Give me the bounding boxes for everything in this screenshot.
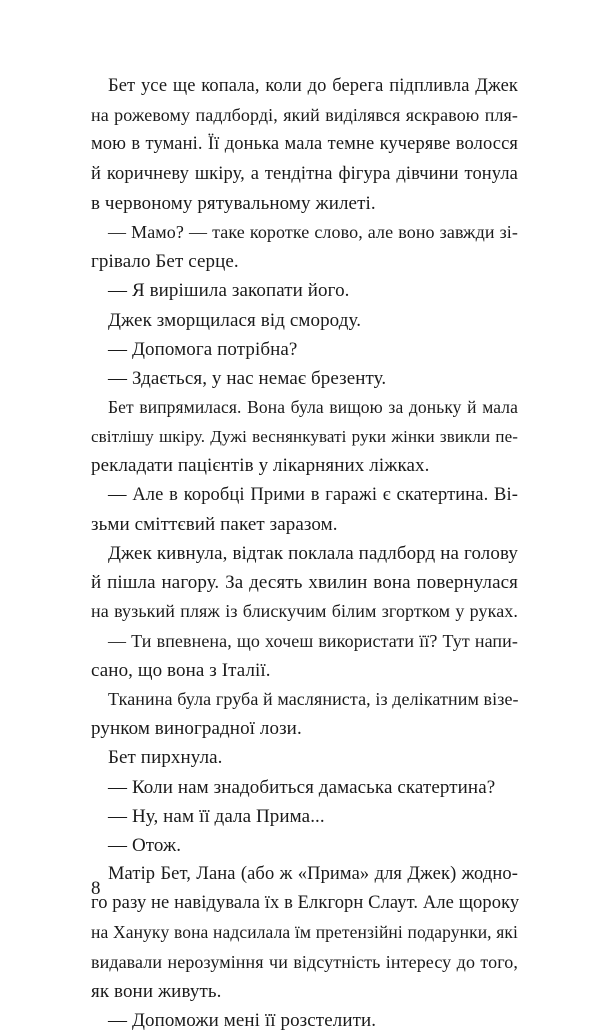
- text-line: Бет пирхнула.: [108, 747, 223, 769]
- text-line: Матір Бет, Лана (або ж «Прима» для Джек) жодно-: [108, 864, 518, 885]
- text-line: — Здається, у нас немає брезенту.: [108, 367, 387, 389]
- text-line: — Ти впевнена, що хочеш використати її? Тут напи-: [108, 630, 518, 651]
- body-text: [91, 72, 518, 1035]
- text-line: — Мамо? — таке коротке слово, але воно завжди зі-: [108, 221, 518, 242]
- text-line: — Коли нам знадобиться дамаська скатертина?: [108, 776, 496, 798]
- text-line: го разу не навідувала їх в Елкгорн Слаут. Але щороку: [91, 893, 520, 914]
- text-line: — Отож.: [108, 834, 182, 856]
- text-line: й пішла нагору. За десять хвилин вона повернулася: [91, 572, 518, 594]
- text-line: як вони живуть.: [91, 980, 222, 1002]
- text-line: на рожевому падлборді, який виділявся яскравою пля-: [91, 105, 518, 126]
- text-line: на вузький пляж із блискучим білим згортком у руках.: [91, 601, 518, 622]
- text-line: на Ханукy вона надсилала їм претензійні подарунки, які: [91, 922, 518, 943]
- text-line: сано, що вона з Італії.: [91, 659, 271, 681]
- text-line: — Допоможи мені її розстелити.: [108, 1010, 377, 1031]
- text-line: рекладати пацієнтів у лікарняних ліжках.: [91, 455, 430, 477]
- text-line: зьми сміттєвий пакет заразом.: [91, 513, 338, 535]
- text-line: мою в тумані. Її донька мала темне кучеряве волосся: [91, 134, 518, 155]
- page-number: 8: [91, 878, 101, 899]
- text-line: видавали нерозуміння чи відсутність інтересу до того,: [91, 951, 518, 972]
- text-line: Тканина була груба й масляниста, із делікатним візе-: [108, 688, 519, 709]
- text-line: світлішу шкіру. Дужі веснянкуваті руки жінки звикли пе-: [91, 427, 518, 447]
- text-line: Джек кивнула, відтак поклала падлборд на голову: [108, 543, 518, 564]
- text-line: в червоному рятувальному жилеті.: [91, 192, 376, 214]
- text-line: рунком виноградної лози.: [91, 718, 302, 740]
- text-line: Джек зморщилася від смороду.: [108, 309, 362, 331]
- text-line: — Ну, нам її дала Прима...: [108, 805, 325, 827]
- text-line: — Але в коробці Прими в гаражі є скатертина. Ві-: [108, 484, 518, 505]
- text-line: — Я вирішила закопати його.: [108, 280, 350, 302]
- text-line: грівало Бет серце.: [91, 251, 239, 273]
- text-line: — Допомога потрібна?: [108, 338, 298, 360]
- text-line: й коричневу шкіру, а тендітна фігура дівчини тонула: [91, 163, 518, 184]
- text-line: Бет усе ще копала, коли до берега підпливла Джек: [108, 76, 518, 96]
- text-line: Бет випрямилася. Вона була вищою за доньку й мала: [108, 397, 518, 418]
